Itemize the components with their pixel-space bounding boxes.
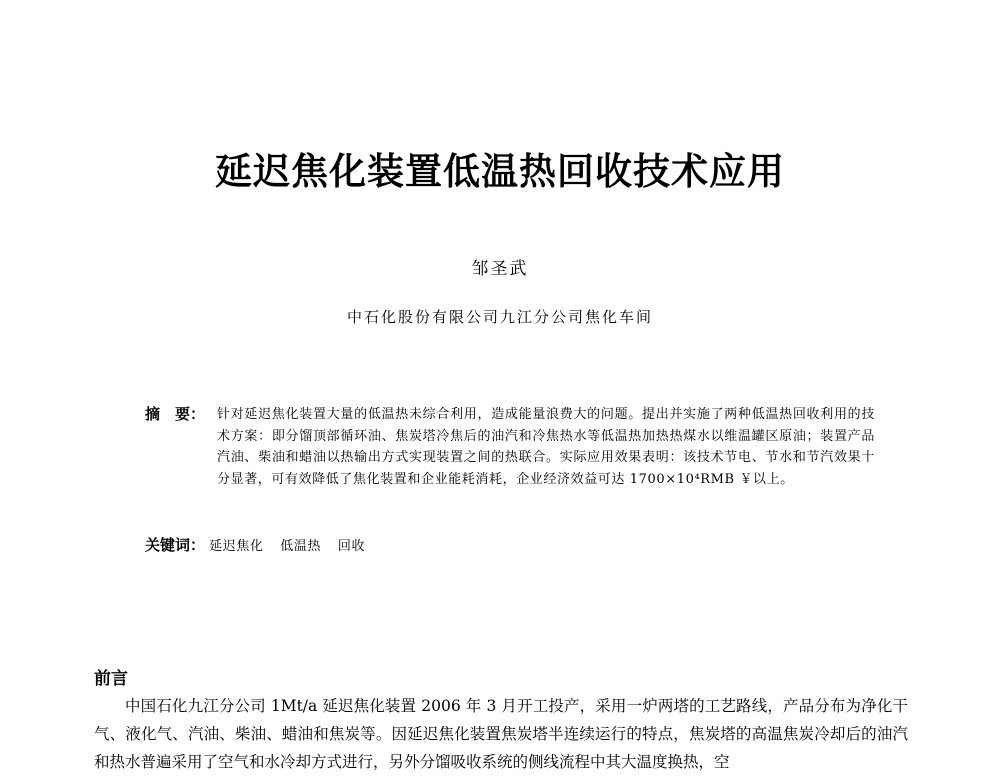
abstract-block: [145, 404, 875, 490]
abstract-label: 摘 要：: [145, 405, 206, 423]
author-name: 邹圣武: [471, 259, 529, 279]
author-affiliation: 中石化股份有限公司九江分公司焦化车间: [346, 308, 653, 326]
keywords-block: [145, 534, 875, 555]
paper-title: 延迟焦化装置低温热回收技术应用: [215, 150, 785, 193]
abstract-text: 针对延迟焦化装置大量的低温热未综合利用，造成能量浪费大的问题。提出并实施了两种低温热回收利用的技术方案：即分馏顶部循环油、焦炭塔冷焦后的油汽和冷焦热水等低温热加热热煤水以维温罐区原油；装置产品汽油、柴油和蜡油以热输出方式实现装置之间的热联合。实际应用效果表明：该技术节电、节水和节汽效果十分显著，可有效降低了焦化装置和企业能耗消耗，企业经济效益可达 1700×10⁴RMB ￥以上。: [217, 407, 875, 487]
keyword-item: 延迟焦化: [209, 539, 264, 554]
keywords-list: [209, 539, 377, 554]
keyword-item: 低温热: [280, 539, 322, 554]
section-heading: 前言: [94, 669, 128, 689]
section-body-text: 中国石化九江分公司 1Mt/a 延迟焦化装置 2006 年 3 月开工投产，采用一炉两塔的工艺路线，产品分布为净化干气、液化气、汽油、柴油、蜡油和焦炭等。因延迟焦化装置焦炭塔半连续运行的特点，焦炭塔的高温焦炭冷却后的油汽和热水普遍采用了空气和水冷却方式进行，另外分馏吸收系统的侧线流程中其大温度换热，空: [94, 697, 908, 771]
keyword-item: 回收: [337, 539, 366, 554]
keywords-label: 关键词：: [145, 536, 206, 554]
